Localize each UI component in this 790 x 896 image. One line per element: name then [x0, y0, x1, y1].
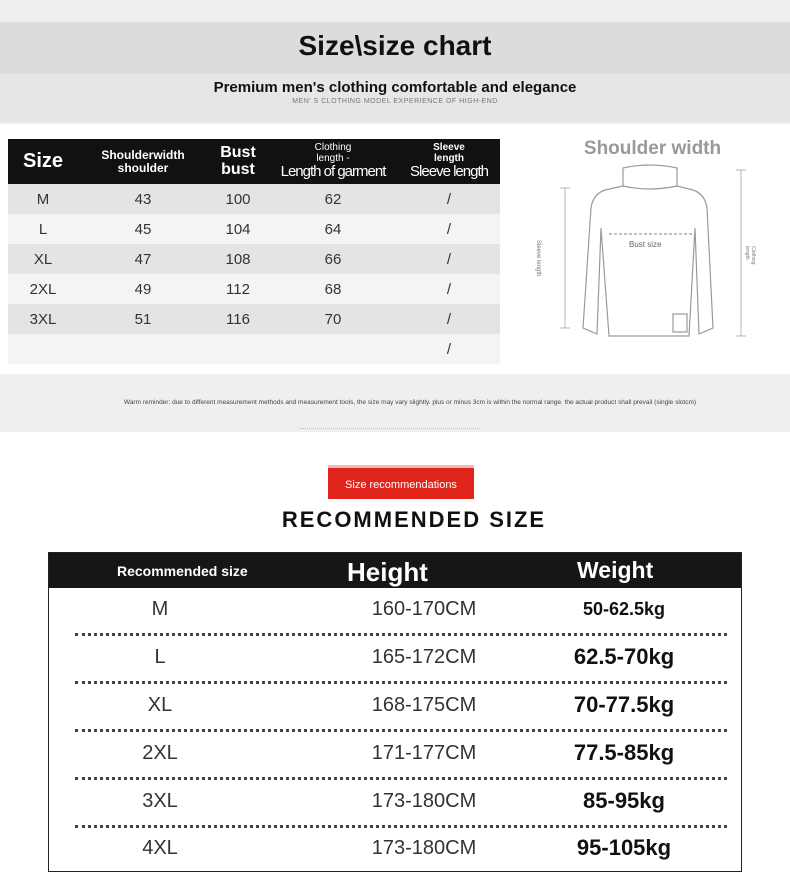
cell-size: 3XL	[142, 790, 178, 812]
cell-shoulder: 51	[134, 310, 152, 328]
table-row	[8, 244, 500, 274]
cell-size: L	[38, 220, 48, 238]
cell-size: L	[154, 646, 166, 668]
sleeve-length-label: Sleeve length	[535, 240, 541, 277]
cell-bust: 108	[225, 250, 251, 268]
cell-length: 62	[324, 190, 342, 208]
header-length	[268, 143, 398, 180]
cell-size: XL	[147, 694, 173, 716]
warm-reminder: Warm reminder: due to different measurement methods and measurement tools, the size may vary slightly. plus or minus 3cm is within the normal range. the actual product shall prevail (single slotcm)	[123, 399, 697, 406]
size-chart-table	[8, 139, 500, 364]
cell-size: M	[36, 190, 50, 208]
cell-weight: 70-77.5kg	[573, 692, 675, 717]
cell-length: 64	[324, 220, 342, 238]
divider	[300, 428, 480, 433]
header-weight: Weight	[577, 557, 654, 583]
cell-size: 4XL	[142, 837, 178, 859]
cell-sleeve: /	[446, 340, 452, 358]
header-bust	[208, 145, 268, 179]
cell-weight: 62.5-70kg	[573, 644, 675, 669]
cell-size: 2XL	[142, 742, 178, 764]
cell-length: 70	[324, 310, 342, 328]
bust-size-label: Bust size	[629, 240, 662, 249]
header-height: Height	[347, 557, 428, 587]
cell-bust: 116	[226, 310, 250, 328]
cell-sleeve: /	[446, 310, 452, 328]
shoulder-width-label: Shoulder width	[583, 138, 722, 159]
cell-length: 66	[324, 250, 342, 268]
clothing-length-label: Clothing length	[744, 246, 756, 265]
cell-height: 173-180CM	[371, 790, 477, 812]
header-recommended-size: Recommended size	[117, 563, 248, 579]
table-row	[49, 780, 741, 826]
cell-shoulder: 43	[134, 190, 152, 208]
header-length-line1: Clothing length -	[314, 142, 352, 164]
header-shoulder-line1: Shoulderwidth	[101, 147, 185, 162]
table-row	[49, 732, 741, 778]
table-row	[8, 184, 500, 214]
header-bust-line1: Bust	[220, 143, 256, 161]
garment-diagram	[505, 128, 787, 368]
header-sleeve	[398, 143, 500, 180]
page-subtitle: Premium men's clothing comfortable and elegance	[213, 79, 577, 96]
recommended-size-title: RECOMMENDED SIZE	[281, 507, 547, 532]
cell-bust: 104	[225, 220, 251, 238]
cell-size: 3XL	[29, 310, 57, 328]
cell-size: M	[151, 598, 169, 620]
recommended-size-header	[49, 553, 741, 588]
table-row	[8, 214, 500, 244]
table-row	[8, 274, 500, 304]
cell-weight: 50-62.5kg	[582, 599, 666, 619]
cell-weight: 77.5-85kg	[573, 740, 675, 765]
page-title: Size\size chart	[298, 30, 492, 61]
cell-weight: 95-105kg	[576, 835, 672, 860]
cell-size: XL	[33, 250, 53, 268]
cell-shoulder: 47	[134, 250, 152, 268]
cell-weight: 85-95kg	[583, 788, 665, 813]
header-bust-line2: bust	[221, 160, 255, 178]
cell-length: 68	[324, 280, 342, 298]
cell-bust: 100	[225, 190, 251, 208]
table-row	[49, 684, 741, 730]
recommended-size-table	[48, 552, 742, 872]
header-shoulder-line2: shoulder	[117, 160, 169, 175]
cell-height: 165-172CM	[371, 646, 477, 668]
cell-sleeve: /	[446, 250, 452, 268]
tagline: MEN' S CLOTHING MODEL EXPERIENCE OF HIGH-END	[292, 98, 498, 105]
table-row	[8, 334, 500, 364]
cell-height: 160-170CM	[371, 598, 477, 620]
cell-bust: 112	[226, 280, 250, 298]
table-row	[49, 827, 741, 873]
size-recommendations-tag: Size recommendations	[328, 465, 474, 499]
cell-size: 2XL	[29, 280, 57, 298]
header-sleeve-line1: Sleeve length	[433, 142, 465, 164]
cell-shoulder: 45	[134, 220, 152, 238]
cell-sleeve: /	[446, 190, 452, 208]
cell-height: 168-175CM	[371, 694, 477, 716]
header-sleeve-line2: Sleeve length	[410, 163, 488, 181]
table-row	[49, 588, 741, 634]
table-row	[8, 304, 500, 334]
cell-height: 173-180CM	[371, 837, 477, 859]
size-chart-header	[8, 139, 500, 184]
header-shoulder	[78, 149, 208, 174]
table-row	[49, 636, 741, 682]
cell-sleeve: /	[446, 280, 452, 298]
cell-sleeve: /	[446, 220, 452, 238]
header-size: Size	[22, 150, 64, 172]
header-length-line2: Length of garment	[280, 163, 386, 181]
cell-shoulder: 49	[134, 280, 152, 298]
cell-height: 171-177CM	[371, 742, 477, 764]
